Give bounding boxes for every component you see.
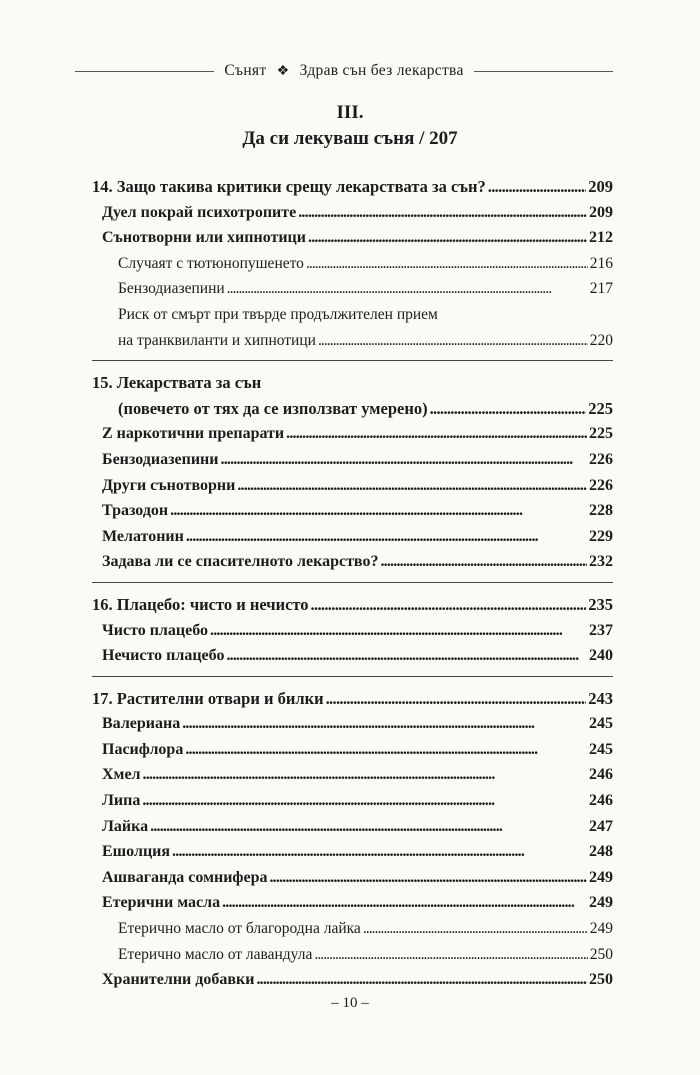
toc-entry-page: 226 [589,476,613,494]
dot-leader [237,473,587,499]
dot-leader [308,225,587,251]
toc-entry-page: 249 [589,868,613,886]
toc-entry[interactable] [92,788,613,814]
toc-entry-title: Бензодиазепини [118,280,225,298]
toc-entry-page: 209 [588,177,613,196]
toc-entry-title: Други сънотворни [102,476,236,494]
toc-entry-title: Етерично масло от лавандула [118,945,313,963]
header-ornament-icon: ❖ [276,64,290,79]
header-book-title: Здрав сън без лекарства [299,62,464,79]
toc-entry[interactable] [92,814,613,840]
toc-entry-page: 246 [589,766,613,784]
dot-leader [227,276,588,302]
toc-entry-title: Случаят с тютюнопушенето [118,254,304,272]
header-text [214,62,473,80]
toc-entry-title: 17. Растителни отвари и билки [92,688,324,708]
dot-leader [170,498,587,524]
toc-entry-page: 247 [589,817,613,835]
toc-entry[interactable] [92,498,613,524]
dot-leader [226,643,587,669]
toc-entry-title-line: 15. Лекарствата за сън [92,373,262,393]
dot-leader [430,396,587,422]
toc-entry-title: (повечето от тях да се използват умерено) [118,398,428,418]
toc-entry-title: на транквиланти и хипнотици [118,331,316,349]
toc-entry-page: 240 [589,647,613,665]
toc-entry-page: 225 [588,398,613,418]
toc-entry[interactable] [92,916,613,942]
part-title: Да си лекуваш съня / 207 [242,128,458,149]
toc-entry[interactable] [92,251,613,277]
toc-entry-page: 235 [588,594,613,614]
toc-entry-title: Дуел покрай психотропите [102,203,297,221]
toc-entry-title: Задава ли се спасителното лекарство? [102,553,379,571]
toc-entry-page: 226 [589,450,613,468]
toc-entry[interactable] [92,524,613,550]
toc-entry[interactable] [92,174,613,200]
dot-leader [182,711,587,737]
header-book-part: Сънят [224,62,267,79]
dot-leader [306,251,588,277]
toc-entry-page: 250 [589,971,613,989]
toc-entry-page: 217 [589,280,613,298]
toc-entry[interactable] [92,592,613,618]
toc-entry[interactable] [92,643,613,669]
toc-entry-page: 228 [589,502,613,520]
dot-leader [172,839,587,865]
dot-leader [269,865,587,891]
toc-entry-title: Етерично масло от благородна лайка [118,920,361,938]
toc-entry-page: 220 [589,331,613,349]
dot-leader [142,788,587,814]
header-rule-left [75,71,214,72]
toc-entry[interactable] [92,549,613,575]
toc-entry[interactable] [92,967,613,993]
toc-entry[interactable] [92,225,613,251]
dot-leader [488,174,586,200]
toc-entry-title: Чисто плацебо [102,621,209,639]
dot-leader [222,890,587,916]
toc-entry-page: 229 [589,527,613,545]
dot-leader [298,200,587,226]
toc-entry-title: Z наркотични препарати [102,425,285,443]
dot-leader [186,524,587,550]
toc-entry-title: Ешолция [102,843,171,861]
part-number: III. [336,102,364,123]
toc-entry-page: 250 [589,945,613,963]
chapter-separator [92,360,613,361]
dot-leader [256,967,587,993]
dot-leader [314,942,587,968]
toc-entry-title: Хранителни добавки [102,971,255,989]
toc-entry-title: Сънотворни или хипнотици [102,229,306,247]
toc-entry[interactable] [92,421,613,447]
toc-entry[interactable] [92,890,613,916]
toc-entry-page: 243 [588,688,613,708]
toc-entry[interactable] [92,737,613,763]
dot-leader [185,737,587,763]
toc-entry-title: Етерични масла [102,894,221,912]
toc-entry-title: 16. Плацебо: чисто и нечисто [92,594,309,614]
toc-entry-title: 14. Защо такива критики срещу лекарствата за сън? [92,177,486,196]
dot-leader [311,592,587,618]
toc-entry-title: Липа [102,792,141,810]
toc-entry-title: Валериана [102,715,181,733]
chapter-separator [92,582,613,583]
header-rule-right [474,71,613,72]
toc-entry-title: Нечисто плацебо [102,647,225,665]
toc-entry[interactable] [92,618,613,644]
toc-entry[interactable] [92,839,613,865]
toc-entry-title: Хмел [102,766,141,784]
toc-entry-page: 249 [589,920,613,938]
dot-leader [363,916,588,942]
toc-entry[interactable] [92,328,613,354]
dot-leader [143,762,587,788]
toc-entry[interactable] [92,686,613,712]
toc-entry[interactable] [92,865,613,891]
dot-leader [286,421,587,447]
dot-leader [221,447,588,473]
toc-entry-page: 232 [589,553,613,571]
toc-entry-title: Бензодиазепини [102,450,219,468]
toc-entry-title: Тразодон [102,502,169,520]
dot-leader [210,618,587,644]
dot-leader [326,686,587,712]
toc-entry-page: 246 [589,792,613,810]
chapter-separator [92,676,613,677]
toc-entry-title-line: Риск от смърт при твърде продължителен прием [118,305,438,323]
table-of-contents [92,174,613,993]
toc-entry-title: Пасифлора [102,740,184,758]
toc-entry-page: 245 [589,740,613,758]
toc-entry-page: 212 [589,229,613,247]
toc-entry-title: Мелатонин [102,527,184,545]
toc-entry-page: 245 [589,715,613,733]
page-number: – 10 – [331,995,369,1011]
toc-entry-page: 216 [589,254,613,272]
toc-entry-page: 209 [589,203,613,221]
toc-entry-title: Ашваганда сомнифера [102,868,268,886]
toc-entry-title: Лайка [102,817,149,835]
dot-leader [318,328,588,354]
toc-entry-page: 248 [589,843,613,861]
toc-entry[interactable] [92,396,613,422]
toc-entry[interactable] [92,200,613,226]
dot-leader [380,549,587,575]
toc-entry[interactable] [92,711,613,737]
toc-entry[interactable] [92,762,613,788]
running-header [75,62,613,80]
toc-entry-page: 249 [589,894,613,912]
toc-entry-page: 237 [589,621,613,639]
dot-leader [150,814,587,840]
toc-entry[interactable] [92,942,613,968]
toc-entry[interactable] [92,473,613,499]
toc-entry[interactable] [92,447,613,473]
toc-entry-page: 225 [589,425,613,443]
toc-entry[interactable] [92,276,613,302]
